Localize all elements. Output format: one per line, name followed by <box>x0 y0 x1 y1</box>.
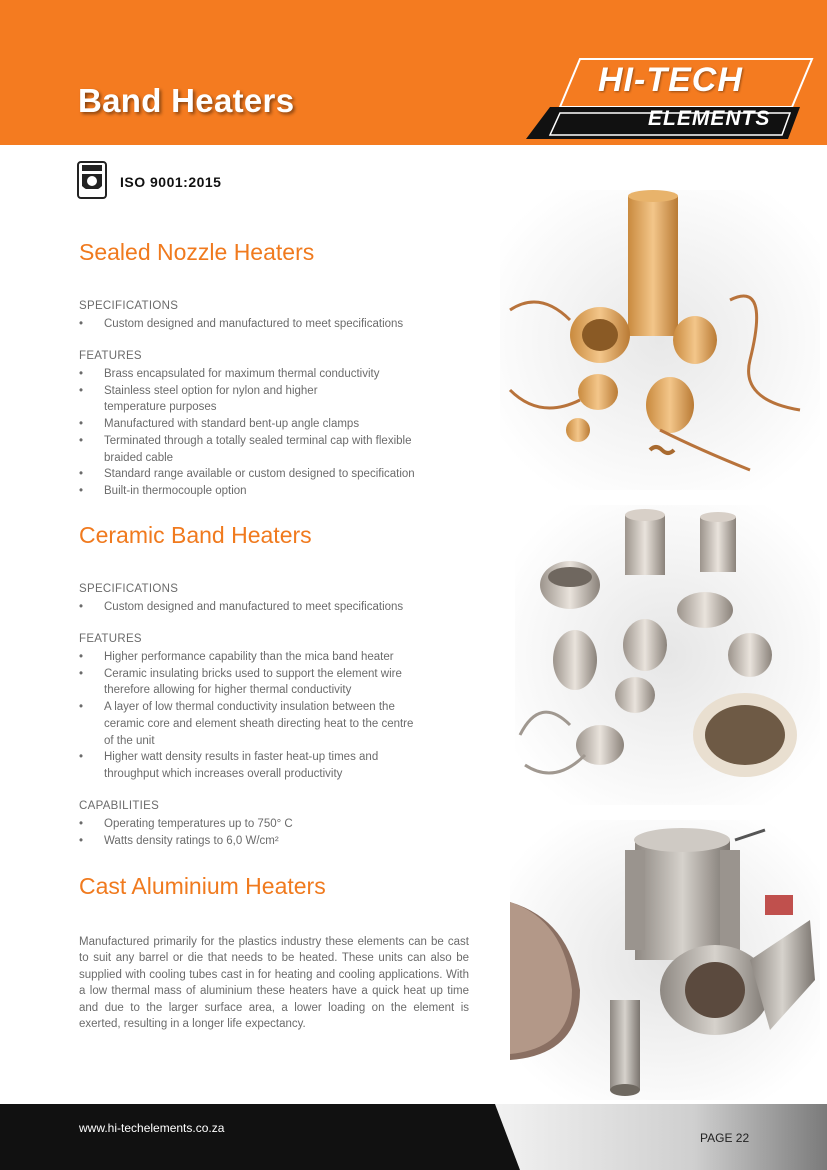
ceramic-features-list <box>79 649 474 783</box>
list-item: • Higher performance capability than the mica band heater <box>79 649 474 666</box>
iso-certification <box>76 160 336 202</box>
hi-tech-elements-logo <box>520 55 820 145</box>
list-item: • Ceramic insulating bricks used to support the element wire therefore allowing for higher thermal conductivity <box>79 666 474 699</box>
iso-badge-icon <box>76 160 108 200</box>
logo-text-hitech: HI-TECH <box>598 61 743 99</box>
list-item: • Stainless steel option for nylon and higher temperature purposes <box>79 383 474 416</box>
list-item: • Custom designed and manufactured to meet specifications <box>79 316 474 333</box>
ceramic-specifications-label: SPECIFICATIONS <box>79 583 179 595</box>
iso-text: ISO 9001:2015 <box>120 174 222 190</box>
sealed-nozzle-heaters-photo <box>500 190 820 490</box>
cast-aluminium-heaters-photo <box>510 820 820 1100</box>
website-url[interactable]: www.hi-techelements.co.za <box>79 1121 225 1135</box>
sealed-specifications-list <box>79 316 474 333</box>
section-title-ceramic-band: Ceramic Band Heaters <box>79 522 312 548</box>
cast-aluminium-description: Manufactured primarily for the plastics industry these elements can be cast to suit any barrel or die that needs to be heated. These units can also be supplied with cooling tubes cast in for heating and cooling applications. With a low thermal mass of aluminium these heaters have a quick heat up time and due to the larger surface area, a lower loading on the element is exerted, resulting in a longer life expectancy. <box>79 936 469 1031</box>
list-item: • Higher watt density results in faster heat-up times and throughput which increases overall productivity <box>79 749 474 782</box>
section-title-sealed-nozzle: Sealed Nozzle Heaters <box>79 239 315 265</box>
sealed-features-label: FEATURES <box>79 350 142 362</box>
list-item: • Terminated through a totally sealed terminal cap with flexible braided cable <box>79 433 474 466</box>
ceramic-specifications-list <box>79 599 474 616</box>
sealed-features-list <box>79 366 474 500</box>
section-title-cast-aluminium: Cast Aluminium Heaters <box>79 873 326 899</box>
list-item: • Watts density ratings to 6,0 W/cm² <box>79 833 474 850</box>
page-header <box>0 0 827 145</box>
sealed-specifications-label: SPECIFICATIONS <box>79 300 179 312</box>
list-item: • Brass encapsulated for maximum thermal conductivity <box>79 366 474 383</box>
ceramic-capabilities-list <box>79 816 474 849</box>
list-item: • Custom designed and manufactured to meet specifications <box>79 599 474 616</box>
logo-text-elements: ELEMENTS <box>648 107 771 130</box>
page-number: PAGE 22 <box>700 1131 750 1145</box>
list-item: • Built-in thermocouple option <box>79 483 474 500</box>
list-item: • A layer of low thermal conductivity insulation between the ceramic core and element sheath directing heat to the centre of the unit <box>79 699 474 749</box>
ceramic-band-heaters-photo <box>515 505 820 805</box>
page-footer <box>0 1104 827 1170</box>
list-item: • Operating temperatures up to 750° C <box>79 816 474 833</box>
ceramic-capabilities-label: CAPABILITIES <box>79 800 160 812</box>
ceramic-features-label: FEATURES <box>79 633 142 645</box>
list-item: • Manufactured with standard bent-up angle clamps <box>79 416 474 433</box>
page-title: Band Heaters <box>78 82 295 119</box>
list-item: • Standard range available or custom designed to specification <box>79 466 474 483</box>
